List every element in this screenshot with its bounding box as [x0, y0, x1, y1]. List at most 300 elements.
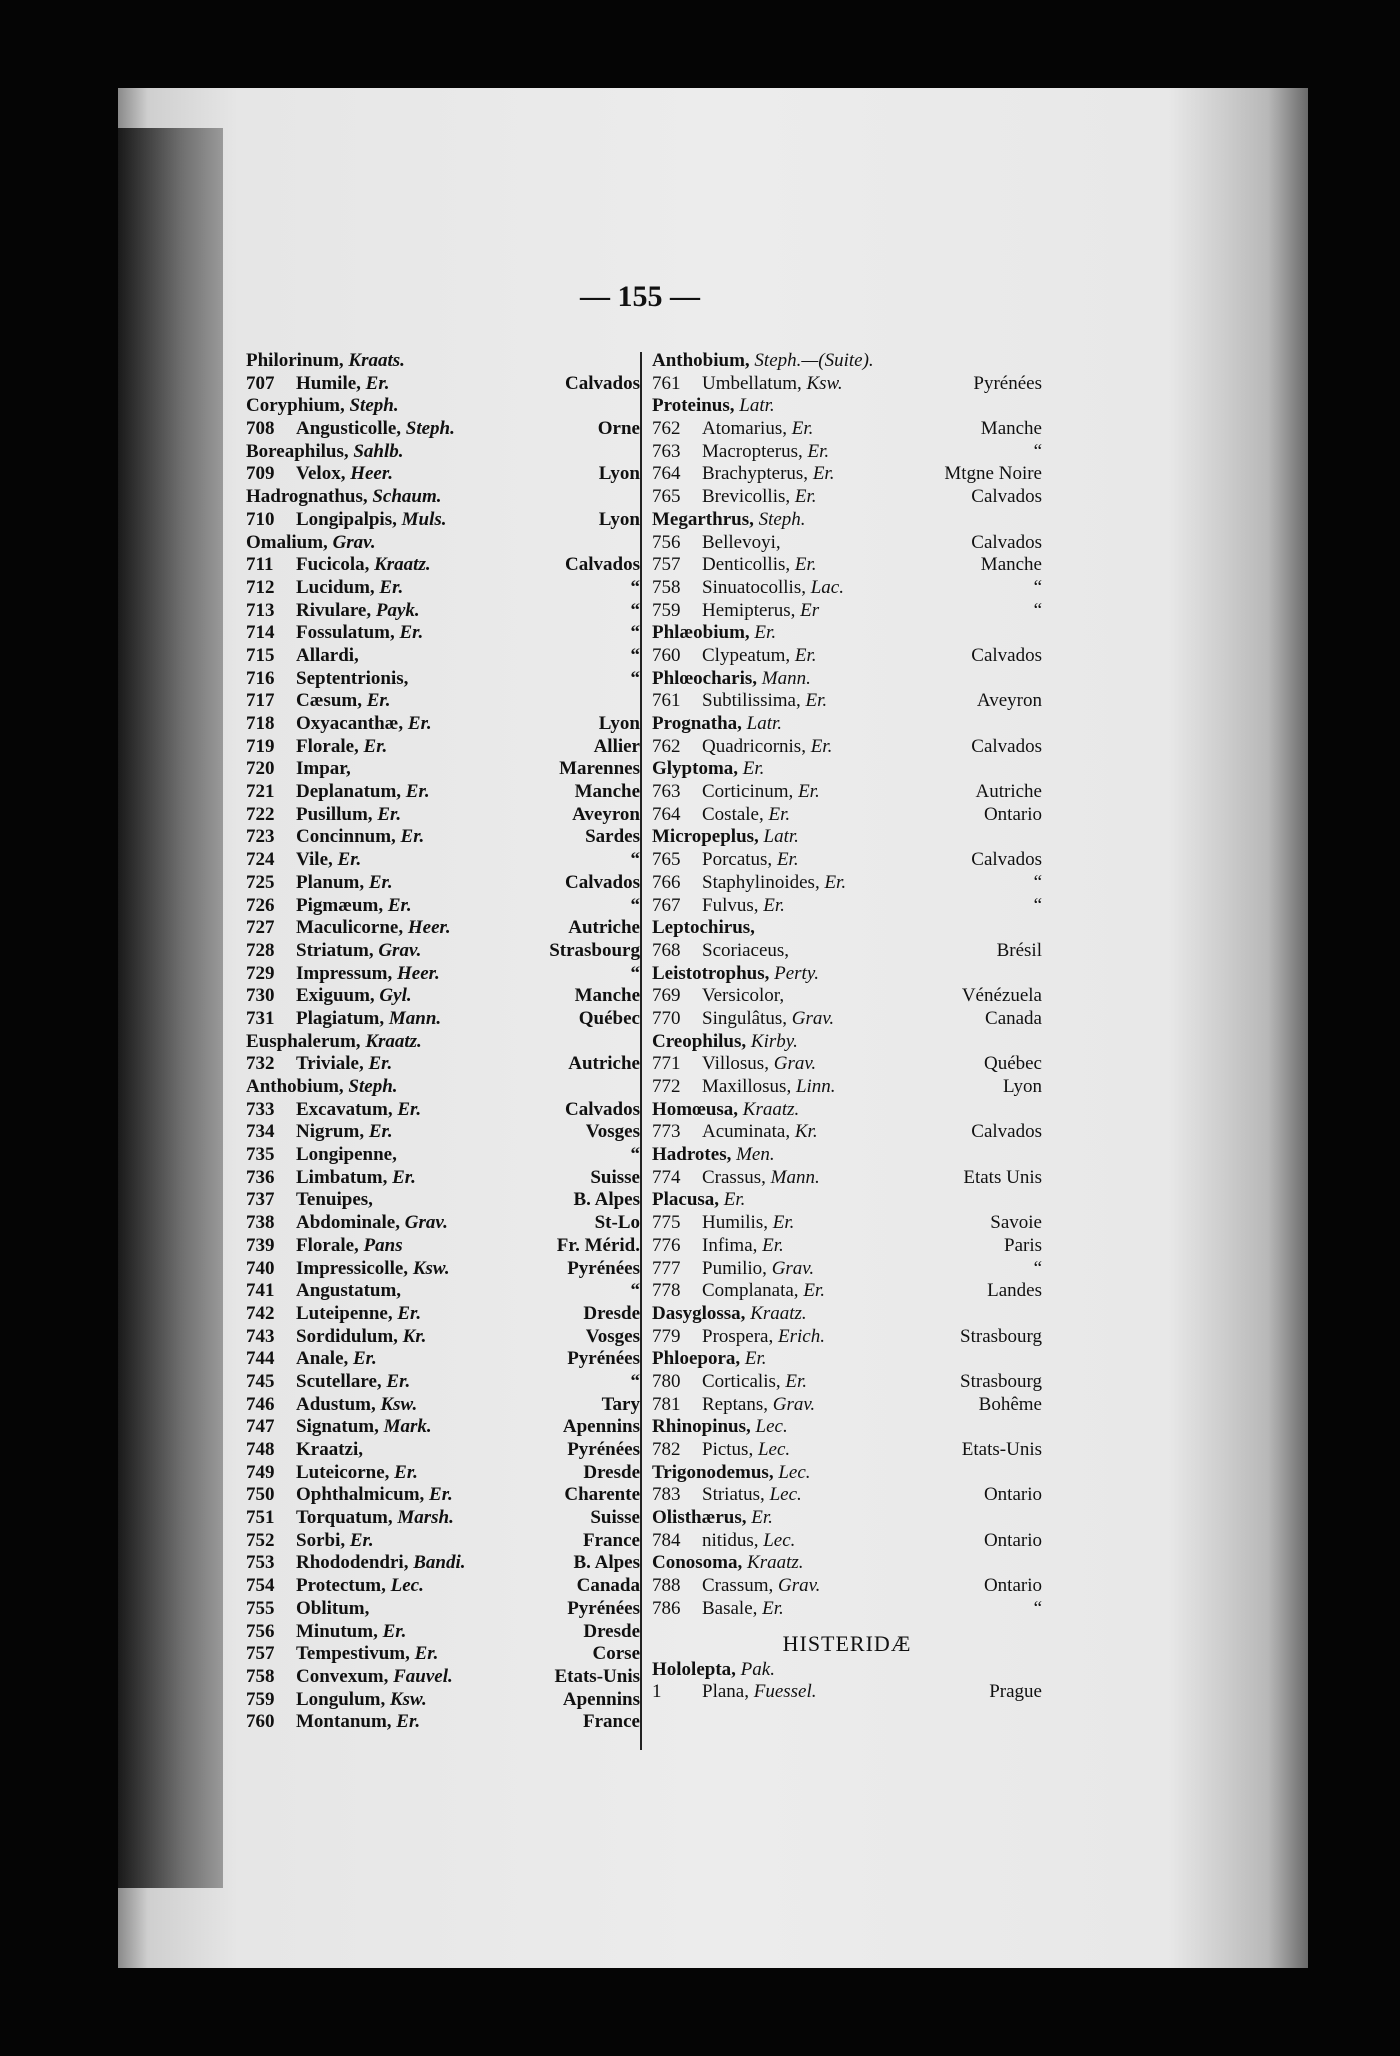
species-row — [246, 758, 640, 781]
author-name: Heer. — [407, 917, 451, 939]
species-row — [652, 645, 1042, 668]
species-name: Luteicorne, — [296, 1461, 390, 1483]
genus-name: Boreaphilus, — [246, 440, 349, 462]
entry-number: 713 — [246, 599, 275, 621]
entry-number: 781 — [652, 1393, 681, 1415]
species-name: Longipenne, — [296, 1144, 397, 1166]
species-name: Signatum, — [296, 1416, 379, 1438]
locality: Pyrénées — [567, 1257, 640, 1279]
species-row — [652, 985, 1042, 1008]
author-name: Er. — [377, 803, 402, 825]
genus-row — [652, 1659, 1042, 1682]
author-name: Kr. — [794, 1121, 818, 1143]
species-row — [246, 1235, 640, 1258]
species-row — [246, 418, 640, 441]
entry-number: 742 — [246, 1302, 275, 1324]
species-name: Fucicola, — [296, 554, 370, 576]
species-row — [246, 713, 640, 736]
species-name: Impressicolle, — [296, 1257, 409, 1279]
species-row — [652, 441, 1042, 464]
species-name: Crassum, — [702, 1575, 774, 1597]
author-name: Latr. — [763, 826, 799, 848]
species-row — [246, 940, 640, 963]
locality: Apennins — [562, 1416, 640, 1438]
species-name: Anale, — [296, 1348, 349, 1370]
species-row — [246, 1303, 640, 1326]
entry-number: 767 — [652, 894, 681, 916]
genus-row — [246, 1076, 640, 1099]
author-name: Latr. — [746, 713, 783, 734]
locality: “ — [630, 644, 640, 666]
author-name: Er. — [387, 894, 412, 916]
species-name: Pictus, — [702, 1439, 754, 1460]
entry-number: 763 — [652, 781, 681, 803]
author-name: Er. — [368, 1121, 393, 1143]
genus-row — [246, 532, 640, 555]
locality: Ontario — [983, 1575, 1042, 1597]
entry-number: 732 — [246, 1053, 275, 1075]
species-name: Scutellare, — [296, 1370, 382, 1392]
locality: “ — [630, 1280, 640, 1302]
species-name: Infima, — [702, 1234, 758, 1256]
genus-name: Leistotrophus, — [652, 962, 770, 984]
species-name: Allardi, — [296, 644, 359, 666]
species-name: Prospera, — [702, 1325, 774, 1347]
entry-number: 762 — [652, 418, 681, 440]
genus-row — [652, 963, 1042, 986]
entry-number: 765 — [652, 486, 681, 508]
species-name: Villosus, — [702, 1053, 769, 1075]
species-name: Umbellatum, — [702, 372, 802, 394]
genus-name: Proteinus, — [652, 395, 735, 417]
species-row — [652, 418, 1042, 441]
entry-number: 733 — [246, 1098, 275, 1120]
author-name: Lec. — [757, 1439, 791, 1460]
species-row — [246, 1348, 640, 1371]
species-row — [652, 940, 1042, 963]
species-name: Plana, — [702, 1681, 749, 1703]
author-name: Er. — [363, 735, 388, 757]
author-name: Grav. — [771, 1257, 815, 1279]
species-name: Convexum, — [296, 1665, 389, 1687]
species-name: Corticalis, — [702, 1370, 781, 1392]
species-name: Subtilissima, — [702, 690, 801, 712]
entry-number: 786 — [652, 1597, 681, 1619]
species-row — [246, 373, 640, 396]
genus-row — [652, 1462, 1042, 1485]
locality: Savoie — [990, 1212, 1042, 1234]
genus-name: Anthobium, — [652, 350, 750, 371]
author-name: Fuessel. — [753, 1681, 817, 1703]
species-name: nitidus, — [702, 1529, 759, 1551]
author-name: Er. — [337, 849, 362, 871]
author-name: Er. — [742, 758, 765, 780]
locality: “ — [630, 622, 640, 644]
species-row — [246, 509, 640, 532]
locality: Ontario — [983, 1484, 1042, 1506]
species-row — [652, 1575, 1042, 1598]
author-name: Muls. — [401, 508, 447, 530]
genus-name: Hololepta, — [652, 1658, 736, 1680]
author-name: Er. — [396, 1711, 421, 1733]
author-name: Grav. — [378, 939, 422, 961]
species-name: Tempestivum, — [296, 1643, 410, 1665]
species-name: Longulum, — [296, 1688, 386, 1710]
entry-number: 718 — [246, 713, 275, 734]
genus-name: Omalium, — [246, 531, 328, 553]
species-row — [246, 1053, 640, 1076]
locality: Pyrénées — [567, 1439, 640, 1460]
genus-row — [652, 1144, 1042, 1167]
genus-row — [652, 668, 1042, 691]
author-name: Ksw. — [389, 1688, 427, 1710]
right-column — [652, 350, 1042, 1704]
genus-name: Leptochirus, — [652, 917, 755, 939]
locality: “ — [1033, 894, 1042, 916]
species-name: Complanata, — [702, 1280, 799, 1302]
genus-row — [246, 441, 640, 464]
genus-name: Olisthærus, — [652, 1507, 747, 1529]
species-name: Torquatum, — [296, 1507, 393, 1529]
entry-number: 721 — [246, 781, 275, 803]
species-row — [652, 1439, 1042, 1462]
locality: Aveyron — [976, 690, 1042, 712]
species-row — [246, 1144, 640, 1167]
locality: Ontario — [983, 803, 1042, 825]
species-name: Tenuipes, — [296, 1189, 373, 1211]
locality: “ — [630, 962, 640, 984]
entry-number: 723 — [246, 826, 275, 848]
author-name: Kraats. — [348, 350, 405, 371]
species-name: Pigmæum, — [296, 894, 384, 916]
author-name: Er. — [349, 1529, 374, 1551]
author-name: Pans — [363, 1234, 403, 1256]
author-name: Er. — [785, 1370, 808, 1392]
genus-name: Eusphalerum, — [246, 1030, 361, 1052]
entry-number: 739 — [246, 1234, 275, 1256]
author-name: Schaum. — [372, 486, 442, 508]
species-name: Denticollis, — [702, 554, 791, 576]
author-name: Er. — [386, 1370, 411, 1392]
species-row — [246, 1371, 640, 1394]
entry-number: 730 — [246, 985, 275, 1007]
locality: “ — [1033, 1597, 1042, 1619]
genus-row — [652, 509, 1042, 532]
genus-name: Megarthrus, — [652, 508, 754, 530]
locality: Manche — [980, 418, 1042, 440]
species-row — [652, 1053, 1042, 1076]
species-name: Maculicorne, — [296, 917, 404, 939]
author-name: Er. — [798, 781, 820, 803]
locality: “ — [630, 576, 640, 598]
entry-number: 757 — [246, 1643, 275, 1665]
locality: Calvados — [971, 644, 1042, 666]
author-name: Grav. — [791, 1007, 835, 1029]
entry-number: 724 — [246, 849, 275, 871]
entry-number: 708 — [246, 418, 275, 440]
genus-row — [652, 713, 1042, 736]
author-name: Lec. — [390, 1575, 424, 1597]
locality: Paris — [1004, 1234, 1042, 1256]
entry-number: 736 — [246, 1166, 275, 1188]
species-name: Humile, — [296, 372, 361, 394]
entry-number: 761 — [652, 372, 681, 394]
species-name: Sinuatocollis, — [702, 576, 806, 598]
entry-number: 775 — [652, 1212, 681, 1234]
author-name: Er. — [394, 1461, 418, 1483]
entry-number: 765 — [652, 849, 681, 871]
entry-number: 783 — [652, 1484, 681, 1506]
genus-row — [652, 622, 1042, 645]
species-row — [652, 690, 1042, 713]
genus-name: Rhinopinus, — [652, 1416, 751, 1438]
locality: Canada — [985, 1007, 1042, 1029]
locality: Vosges — [585, 1325, 640, 1347]
author-name: Er. — [824, 871, 847, 893]
author-name: Er. — [751, 1507, 773, 1529]
genus-name: Coryphium, — [246, 395, 345, 417]
genus-row — [652, 1303, 1042, 1326]
species-name: Singulâtus, — [702, 1007, 787, 1029]
species-row — [246, 1439, 640, 1462]
genus-name: Phlœocharis, — [652, 667, 758, 689]
species-name: Striatum, — [296, 939, 374, 961]
species-row — [652, 1121, 1042, 1144]
genus-name: Dasyglossa, — [652, 1302, 746, 1324]
species-name: Abdominale, — [296, 1212, 400, 1234]
entry-number: 719 — [246, 735, 275, 757]
entry-number: 770 — [652, 1007, 681, 1029]
author-name: Heer. — [350, 463, 393, 485]
entry-number: 740 — [246, 1257, 275, 1279]
entry-number: 757 — [652, 554, 681, 576]
locality: “ — [1033, 871, 1042, 893]
locality: Fr. Mérid. — [556, 1234, 640, 1256]
entry-number: 714 — [246, 622, 275, 644]
species-name: Basale, — [702, 1597, 758, 1619]
locality: Calvados — [565, 554, 640, 576]
page-number: — 155 — — [580, 280, 700, 313]
species-name: Angustatum, — [296, 1280, 402, 1302]
species-name: Planum, — [296, 871, 365, 893]
species-row — [246, 463, 640, 486]
locality: Canada — [576, 1575, 640, 1597]
author-name: Ksw. — [806, 372, 843, 394]
locality: Calvados — [971, 1121, 1042, 1143]
entry-number: 735 — [246, 1144, 275, 1166]
locality: Calvados — [565, 1098, 640, 1120]
species-name: Rivulare, — [296, 599, 372, 621]
locality: “ — [1033, 576, 1042, 598]
species-name: Sorbi, — [296, 1529, 346, 1551]
species-name: Vile, — [296, 849, 333, 871]
species-name: Brevicollis, — [702, 486, 791, 508]
entry-number: 764 — [652, 463, 681, 485]
species-row — [652, 1258, 1042, 1281]
species-row — [246, 554, 640, 577]
species-name: Oblitum, — [296, 1597, 370, 1619]
species-row — [652, 600, 1042, 623]
species-row — [246, 1552, 640, 1575]
entry-number: 722 — [246, 803, 275, 825]
author-name: Er. — [794, 644, 817, 666]
author-name: Er. — [723, 1189, 746, 1211]
species-row — [246, 1507, 640, 1530]
locality: Calvados — [971, 735, 1042, 757]
locality: Allier — [593, 735, 640, 757]
species-row — [652, 736, 1042, 759]
entry-number: 727 — [246, 917, 275, 939]
genus-row — [652, 1189, 1042, 1212]
locality: France — [583, 1529, 640, 1551]
locality: Sardes — [585, 826, 640, 848]
species-name: Fulvus, — [702, 894, 759, 916]
genus-row — [652, 1348, 1042, 1371]
author-name: Er. — [368, 871, 393, 893]
locality: Lyon — [598, 463, 640, 485]
entry-number: 741 — [246, 1280, 275, 1302]
genus-row — [246, 1031, 640, 1054]
author-name: Steph.—(Suite). — [754, 350, 874, 371]
locality: Lyon — [598, 508, 640, 530]
entry-number: 760 — [652, 644, 681, 666]
author-name: Lec. — [763, 1529, 796, 1551]
genus-row — [652, 1099, 1042, 1122]
author-name: Bandi. — [413, 1552, 466, 1574]
species-row — [246, 1212, 640, 1235]
species-row — [652, 872, 1042, 895]
species-row — [652, 1681, 1042, 1704]
species-name: Cæsum, — [296, 690, 362, 712]
author-name: Er. — [400, 826, 425, 848]
entry-number: 717 — [246, 690, 275, 712]
genus-name: Placusa, — [652, 1189, 720, 1211]
entry-number: 759 — [246, 1688, 275, 1710]
species-name: Brachypterus, — [702, 463, 809, 485]
author-name: Ksw. — [412, 1257, 450, 1279]
species-row — [652, 1008, 1042, 1031]
species-name: Macropterus, — [702, 440, 803, 462]
genus-name: Phlæobium, — [652, 622, 750, 644]
species-row — [246, 1575, 640, 1598]
author-name: Kraatz. — [742, 1098, 800, 1120]
locality: “ — [1033, 1257, 1042, 1279]
locality: Calvados — [971, 486, 1042, 508]
entry-number: 747 — [246, 1416, 275, 1438]
species-name: Pusillum, — [296, 803, 373, 825]
entry-number: 762 — [652, 735, 681, 757]
locality: Corse — [592, 1643, 640, 1665]
entry-number: 761 — [652, 690, 681, 712]
author-name: Er. — [794, 554, 817, 576]
entry-number: 759 — [652, 599, 681, 621]
species-row — [246, 1258, 640, 1281]
locality: Bohême — [978, 1393, 1042, 1415]
genus-row — [246, 395, 640, 418]
author-name: Mark. — [383, 1416, 432, 1438]
author-name: Steph. — [348, 1076, 398, 1097]
species-row — [652, 1167, 1042, 1190]
species-name: Adustum, — [296, 1393, 376, 1415]
entry-number: 748 — [246, 1439, 275, 1460]
locality: Calvados — [971, 849, 1042, 871]
locality: St-Lo — [594, 1212, 640, 1234]
species-row — [652, 577, 1042, 600]
author-name: Er. — [392, 1166, 416, 1188]
author-name: Grav. — [773, 1053, 817, 1075]
species-row — [652, 1530, 1042, 1553]
entry-number: 743 — [246, 1325, 275, 1347]
author-name: Er. — [414, 1643, 439, 1665]
locality: “ — [630, 667, 640, 689]
entry-number: 729 — [246, 962, 275, 984]
author-name: Er. — [807, 440, 830, 462]
genus-row — [652, 826, 1042, 849]
species-name: Septentrionis, — [296, 667, 409, 689]
entry-number: 769 — [652, 985, 681, 1007]
species-row — [652, 463, 1042, 486]
entry-number: 711 — [246, 554, 274, 576]
author-name: Er. — [805, 690, 828, 712]
species-name: Protectum, — [296, 1575, 386, 1597]
author-name: Mann. — [770, 1166, 820, 1188]
entry-number: 755 — [246, 1597, 275, 1619]
genus-name: Glyptoma, — [652, 758, 739, 780]
species-row — [652, 1280, 1042, 1303]
entry-number: 774 — [652, 1166, 681, 1188]
species-row — [246, 1598, 640, 1621]
species-name: Porcatus, — [702, 849, 773, 871]
author-name: Er. — [397, 1098, 422, 1120]
entry-number: 764 — [652, 803, 681, 825]
species-name: Kraatzi, — [296, 1439, 364, 1460]
genus-name: Creophilus, — [652, 1030, 747, 1052]
locality: Québec — [578, 1007, 640, 1029]
species-name: Impar, — [296, 758, 351, 780]
locality: Manche — [574, 985, 640, 1007]
species-row — [246, 1008, 640, 1031]
species-name: Nigrum, — [296, 1121, 365, 1143]
locality: Tary — [601, 1393, 640, 1415]
author-name: Er. — [429, 1484, 453, 1506]
species-name: Quadricornis, — [702, 735, 806, 757]
locality: Strasbourg — [549, 939, 640, 961]
species-name: Florale, — [296, 1234, 359, 1256]
species-row — [246, 1167, 640, 1190]
species-row — [246, 1189, 640, 1212]
entry-number: 777 — [652, 1257, 681, 1279]
species-row — [652, 895, 1042, 918]
species-row — [652, 849, 1042, 872]
entry-number: 756 — [652, 531, 681, 553]
species-name: Oxyacanthæ, — [296, 713, 404, 734]
locality: Mtgne Noire — [944, 463, 1042, 485]
author-name: Sahlb. — [353, 440, 404, 462]
entry-number: 712 — [246, 576, 275, 598]
locality: France — [583, 1711, 640, 1733]
entry-number: 709 — [246, 463, 275, 485]
left-column — [246, 350, 640, 1734]
genus-row — [652, 758, 1042, 781]
species-name: Striatus, — [702, 1484, 765, 1506]
author-name: Er. — [744, 1348, 767, 1370]
author-name: Heer. — [397, 962, 440, 984]
entry-number: 778 — [652, 1280, 681, 1302]
species-name: Acuminata, — [702, 1121, 791, 1143]
author-name: Er. — [366, 690, 391, 712]
locality: Etats-Unis — [554, 1665, 640, 1687]
entry-number: 749 — [246, 1461, 275, 1483]
